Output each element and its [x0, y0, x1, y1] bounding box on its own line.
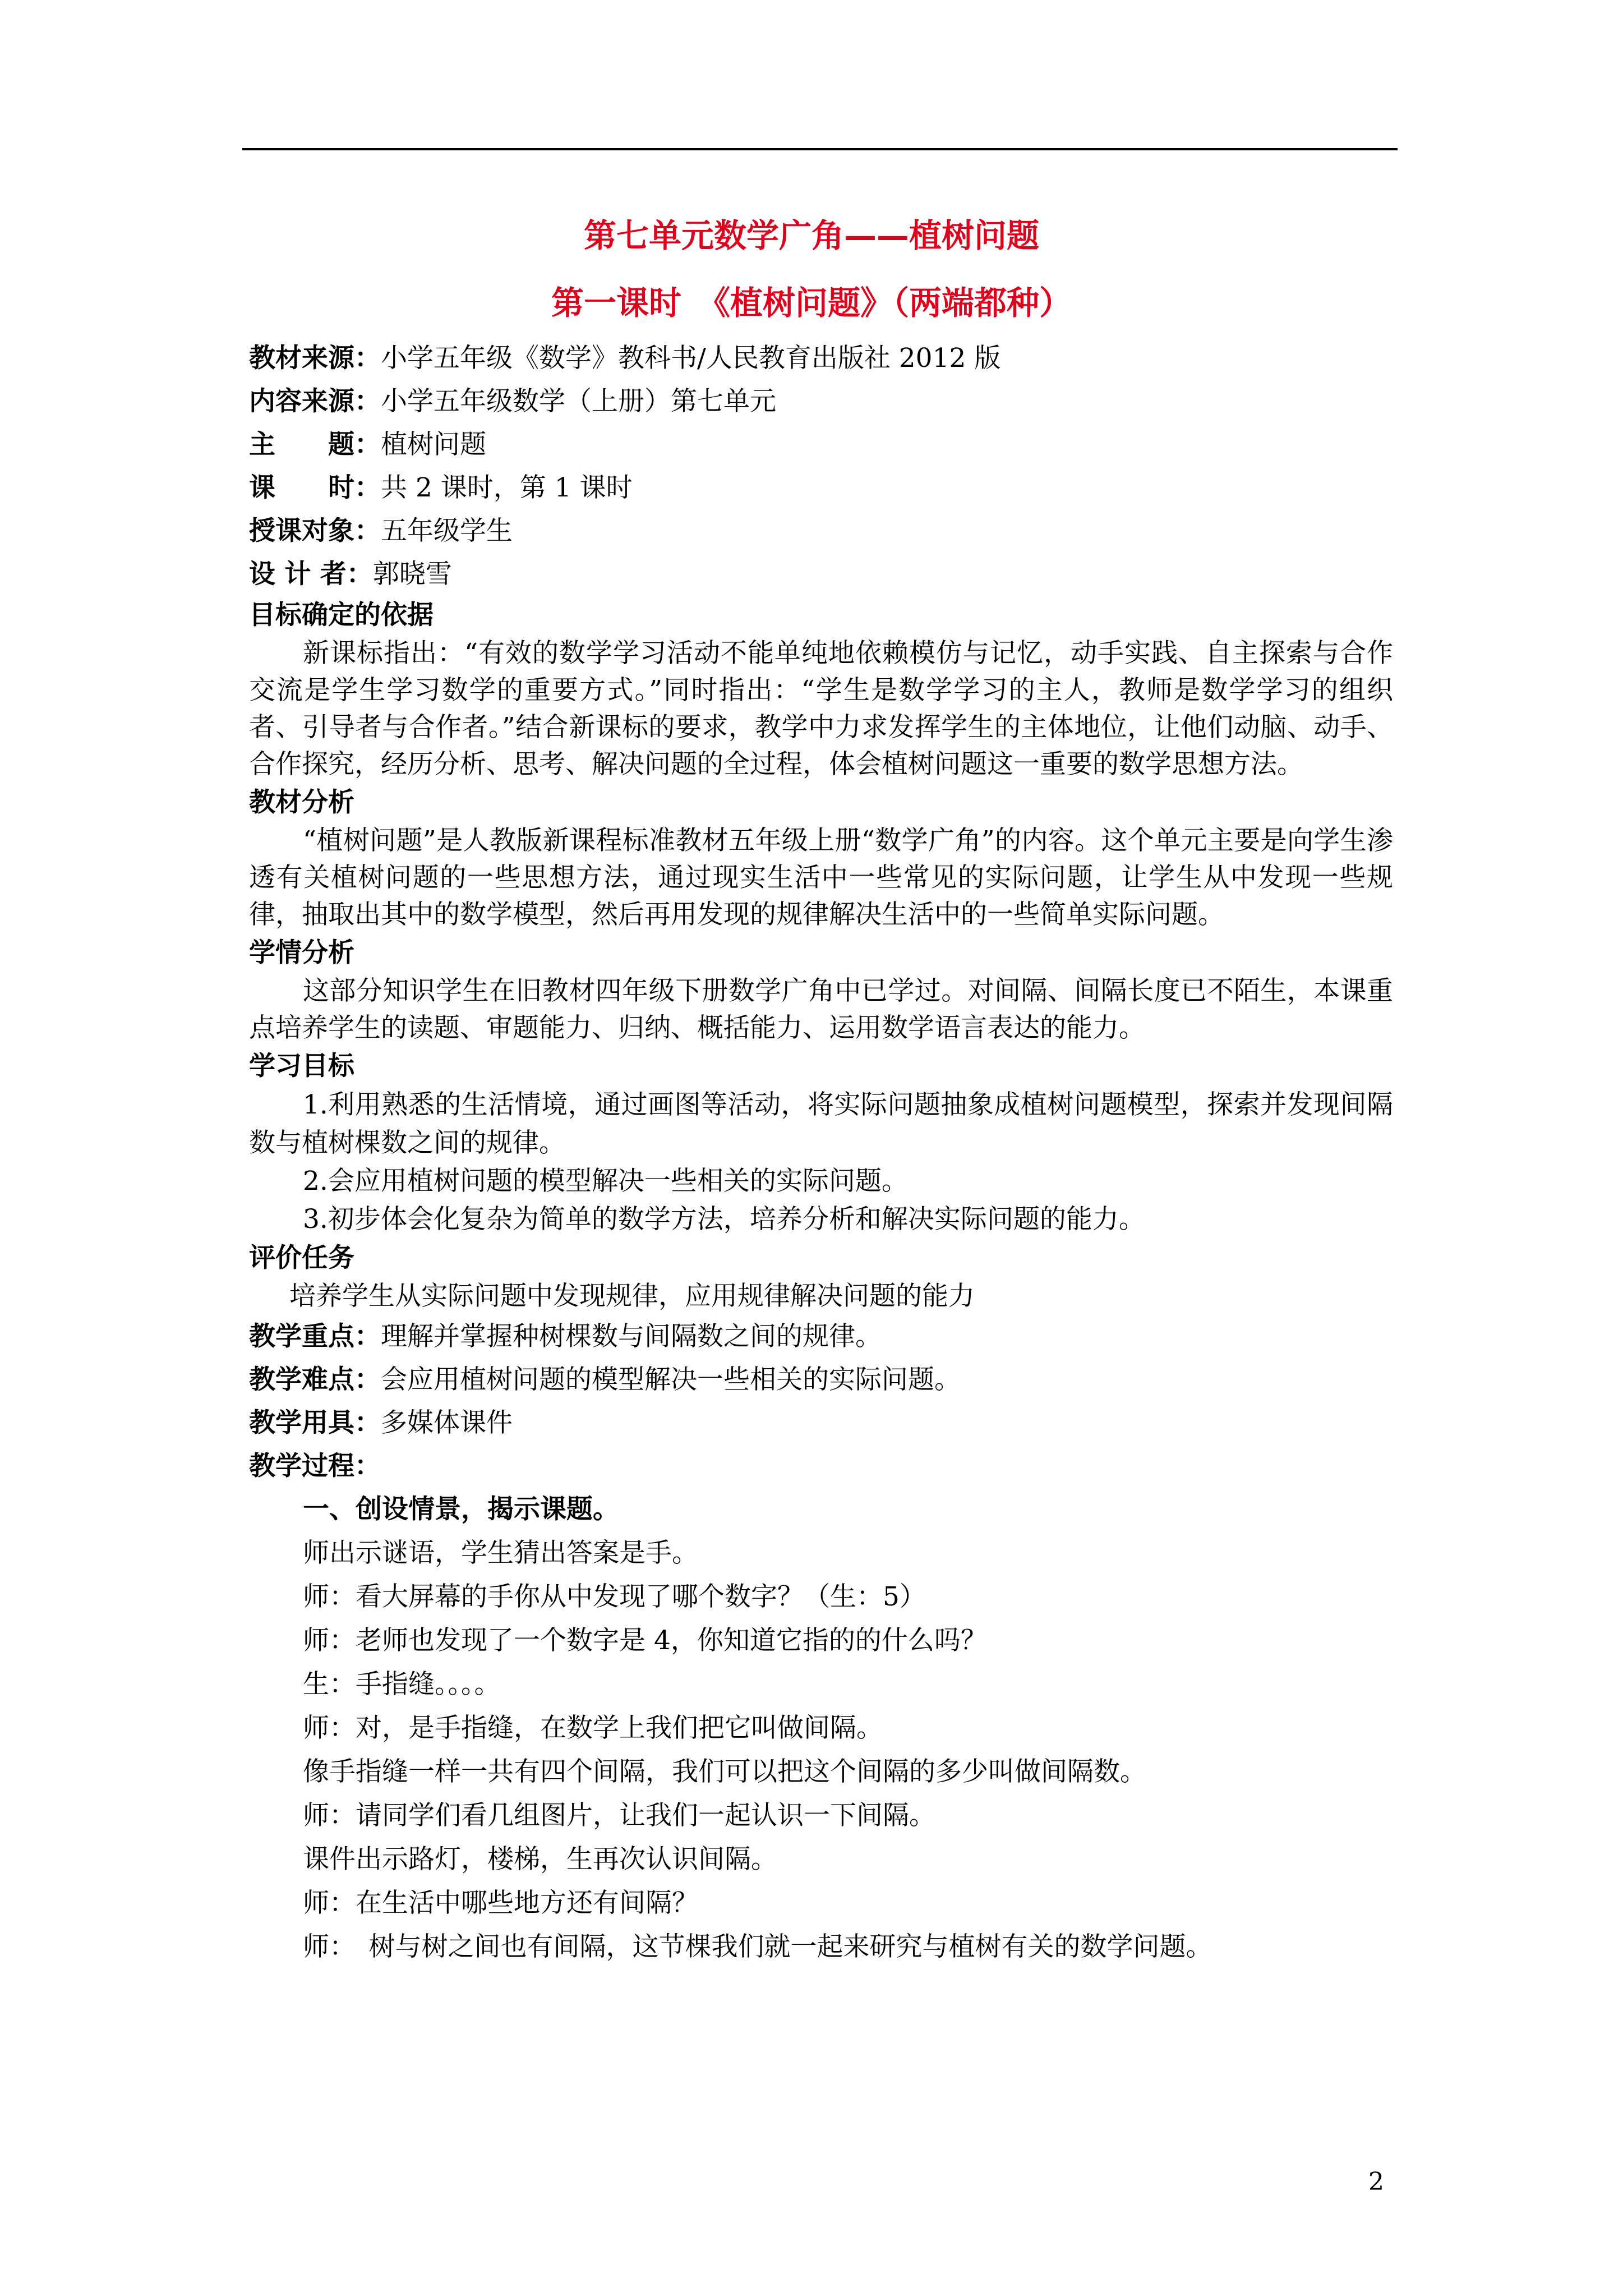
meta-label: 主 题： — [249, 429, 381, 460]
teaching-label: 教学过程： — [249, 1451, 381, 1481]
meta-content — [249, 380, 1393, 423]
process-line: 师：请同学们看几组图片，让我们一起认识一下间隔。 — [303, 1800, 935, 1831]
page-number: 2 — [1368, 2168, 1384, 2196]
section-heading-evaluation: 评价任务 — [249, 1243, 354, 1273]
teaching-value: 会应用植树问题的模型解决一些相关的实际问题。 — [381, 1364, 961, 1395]
teaching-focus — [249, 1315, 1393, 1358]
section-heading-textbook: 教材分析 — [249, 787, 354, 818]
lesson-title: 第一课时 《植树问题》（两端都种） — [551, 284, 1072, 322]
process-line: 课件出示路灯，楼梯，生再次认识间隔。 — [303, 1844, 777, 1875]
meta-label: 授课对象： — [249, 516, 381, 546]
meta-designer — [249, 553, 1393, 596]
process-line: 师：在生活中哪些地方还有间隔？ — [303, 1888, 698, 1918]
process-line: 师：看大屏幕的手你从中发现了哪个数字？（生：5） — [303, 1581, 926, 1612]
meta-value: 植树问题 — [381, 429, 486, 460]
meta-topic — [249, 423, 1393, 466]
meta-source — [249, 337, 1393, 380]
meta-value: 郭晓雪 — [372, 559, 452, 590]
process-line: 师：对，是手指缝，在数学上我们把它叫做间隔。 — [303, 1713, 883, 1743]
meta-label: 设 计 者： — [249, 559, 373, 590]
meta-label: 内容来源： — [249, 386, 381, 417]
meta-label: 课 时： — [249, 472, 381, 503]
section-heading-basis: 目标确定的依据 — [249, 600, 434, 631]
section-heading-students: 学情分析 — [249, 937, 354, 968]
section-heading-objectives: 学习目标 — [249, 1051, 354, 1082]
objective-item: 1.利用熟悉的生活情境，通过画图等活动，将实际问题抽象成植树问题模型，探索并发现间隔数与植树棵数之间的规律。 — [249, 1089, 1393, 1158]
unit-title: 第七单元数学广角——植树问题 — [583, 217, 1039, 255]
teaching-label: 教学重点： — [249, 1321, 381, 1352]
process-line: 生：手指缝。。。。 — [303, 1669, 501, 1700]
teaching-value: 理解并掌握种树棵数与间隔数之间的规律。 — [381, 1321, 882, 1352]
document-body — [249, 337, 1393, 1969]
teaching-difficulty — [249, 1358, 1393, 1401]
section-text-basis: 新课标指出：“有效的数学学习活动不能单纯地依赖模仿与记忆，动手实践、自主探索与合作交流是学生学习数学的重要方式。”同时指出：“学生是数学学习的主人，教师是数学学习的组织者、引导者与合作者。”结合新课标的要求，教学中力求发挥学生的主体地位，让他们动脑、动手、合作探究，经历分析、思考、解决问题的全过程，体会植树问题这一重要的数学思想方法。 — [249, 638, 1393, 780]
meta-value: 五年级学生 — [381, 516, 513, 546]
section-text-students: 这部分知识学生在旧教材四年级下册数学广角中已学过。对间隔、间隔长度已不陌生，本课重点培养学生的读题、审题能力、归纳、概括能力、运用数学语言表达的能力。 — [249, 976, 1393, 1043]
teaching-label: 教学用具： — [249, 1407, 381, 1438]
section-text-evaluation: 培养学生从实际问题中发现规律，应用规律解决问题的能力 — [289, 1281, 975, 1312]
meta-label: 教材来源： — [249, 343, 381, 374]
meta-value: 小学五年级《数学》教科书/人民教育出版社 2012 版 — [381, 343, 1001, 374]
teaching-label: 教学难点： — [249, 1364, 381, 1395]
teaching-value: 多媒体课件 — [381, 1407, 513, 1438]
objective-item: 3.初步体会化复杂为简单的数学方法，培养分析和解决实际问题的能力。 — [303, 1204, 1145, 1235]
meta-value: 共 2 课时，第 1 课时 — [381, 472, 633, 503]
process-step-heading: 一、创设情景，揭示课题。 — [303, 1494, 619, 1525]
process-line: 师出示谜语，学生猜出答案是手。 — [303, 1538, 698, 1568]
process-line: 师： 树与树之间也有间隔，这节棵我们就一起来研究与植树有关的数学问题。 — [303, 1931, 1212, 1962]
header-rule — [242, 148, 1398, 150]
meta-audience — [249, 509, 1393, 553]
process-line: 师：老师也发现了一个数字是 4，你知道它指的的什么吗？ — [303, 1625, 987, 1656]
process-line: 像手指缝一样一共有四个间隔，我们可以把这个间隔的多少叫做间隔数。 — [303, 1756, 1146, 1787]
teaching-process — [249, 1444, 1393, 1488]
meta-periods — [249, 466, 1393, 509]
meta-value: 小学五年级数学（上册）第七单元 — [381, 386, 776, 417]
section-text-textbook: “植树问题”是人教版新课程标准教材五年级上册“数学广角”的内容。这个单元主要是向学生渗透有关植树问题的一些思想方法，通过现实生活中一些常见的实际问题，让学生从中发现一些规律，抽取出其中的数学模型，然后再用发现的规律解决生活中的一些简单实际问题。 — [249, 825, 1393, 930]
objective-item: 2.会应用植树问题的模型解决一些相关的实际问题。 — [303, 1166, 908, 1197]
teaching-tools — [249, 1401, 1393, 1444]
